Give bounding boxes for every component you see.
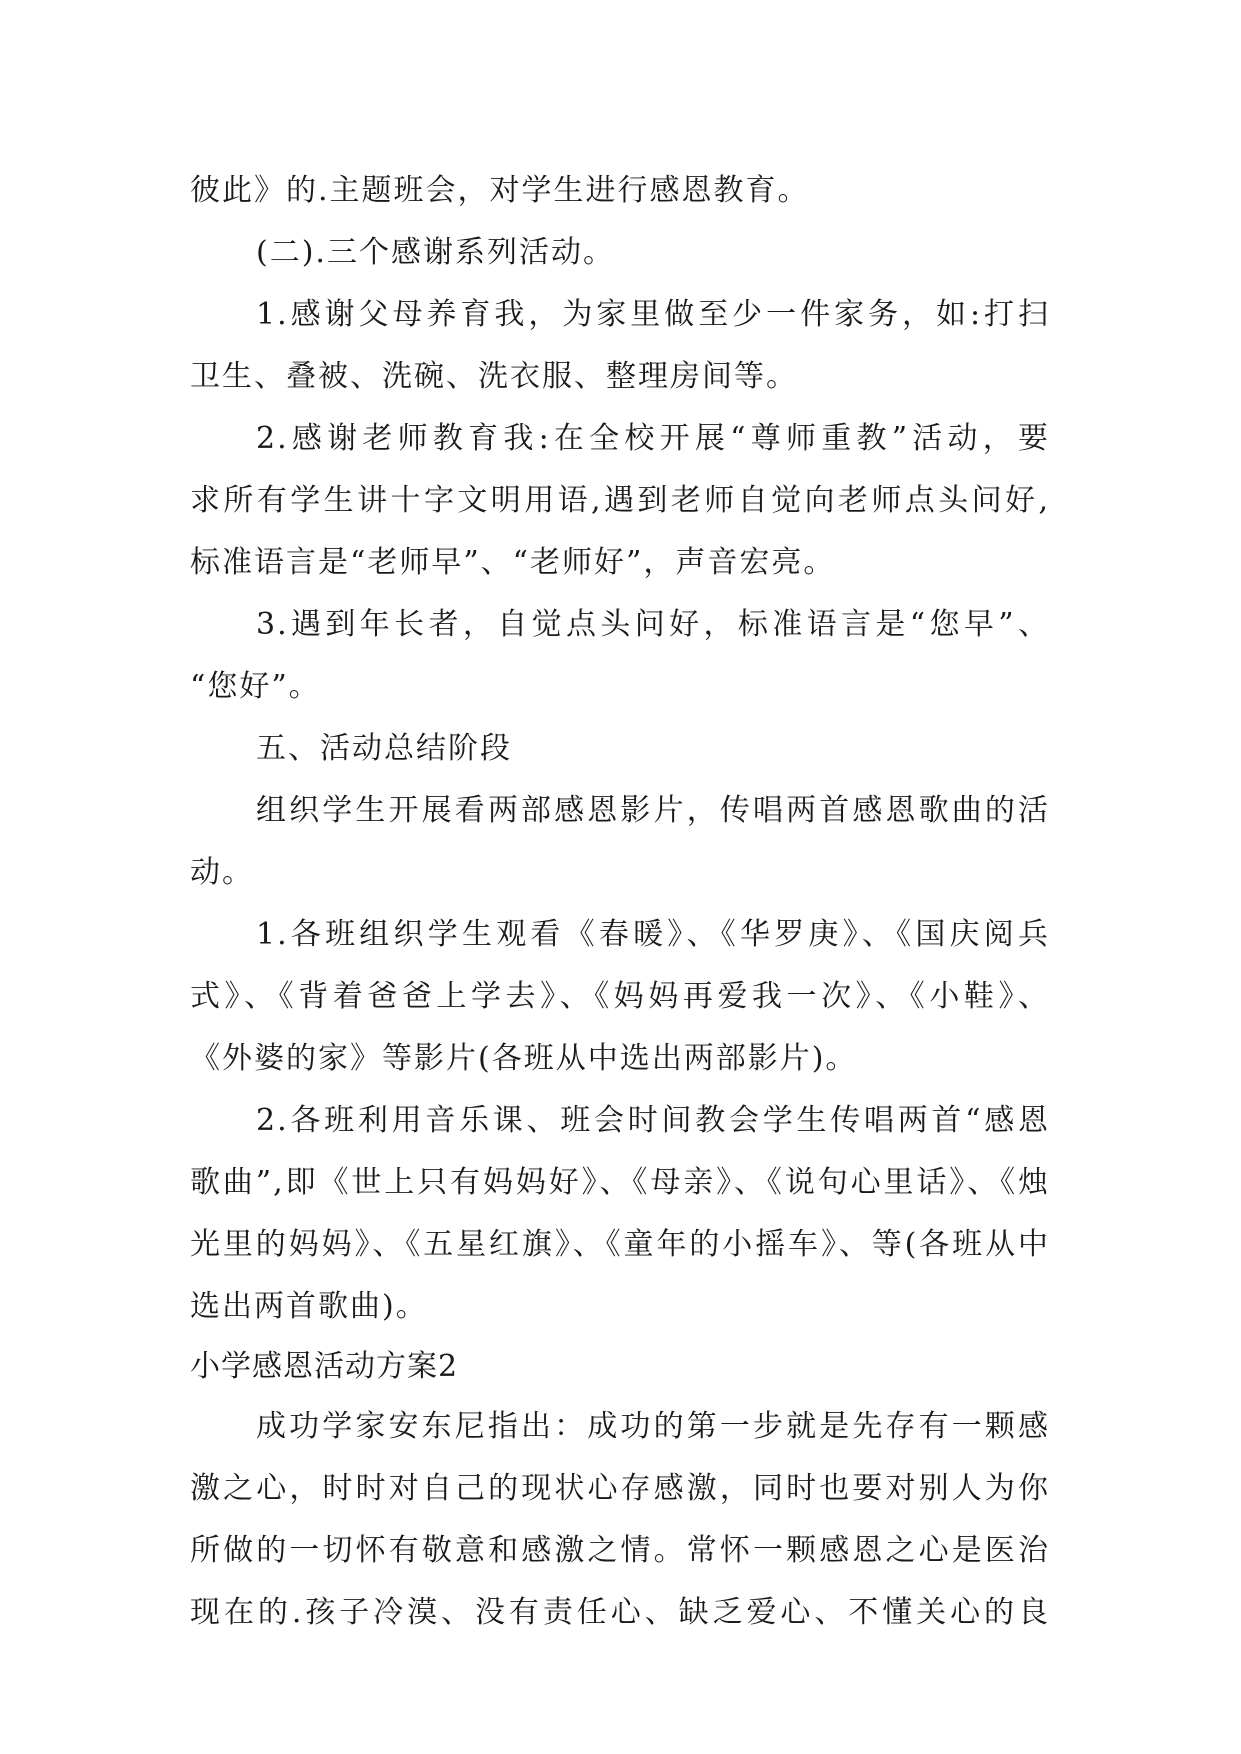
paragraph-line: 标准语言是“老师早”、“老师好”，声音宏亮。 (190, 545, 836, 580)
paragraph-line: 式》、《背着爸爸上学去》、《妈妈再爱我一次》、《小鞋》、 (190, 979, 1050, 1014)
document-subtitle: 小学感恩活动方案2 (190, 1349, 459, 1384)
paragraph-line: “您好”。 (190, 669, 321, 704)
paragraph-line: 求所有学生讲十字文明用语,遇到老师自觉向老师点头问好, (190, 483, 1050, 518)
document-body (190, 160, 1050, 1644)
paragraph-line: 彼此》的.主题班会，对学生进行感恩教育。 (190, 173, 810, 208)
section-heading: 五、活动总结阶段 (256, 731, 512, 766)
paragraph-line: 3.遇到年长者，自觉点头问好，标准语言是“您早”、 (256, 607, 1050, 642)
paragraph-line: 组织学生开展看两部感恩影片，传唱两首感恩歌曲的活 (256, 793, 1050, 828)
paragraph-line: 1.感谢父母养育我，为家里做至少一件家务，如:打扫 (256, 297, 1050, 332)
paragraph-line: 2.感谢老师教育我:在全校开展“尊师重教”活动，要 (256, 421, 1050, 456)
paragraph-line: 歌曲”,即《世上只有妈妈好》、《母亲》、《说句心里话》、《烛 (190, 1165, 1050, 1200)
paragraph-line: 《外婆的家》等影片(各班从中选出两部影片)。 (190, 1041, 858, 1076)
paragraph-line: 光里的妈妈》、《五星红旗》、《童年的小摇车》、等(各班从中 (190, 1227, 1050, 1262)
paragraph-line: 1.各班组织学生观看《春暖》、《华罗庚》、《国庆阅兵 (256, 917, 1050, 952)
paragraph-line: 激之心，时时对自己的现状心存感激，同时也要对别人为你 (190, 1471, 1050, 1506)
paragraph-line: 所做的一切怀有敬意和感激之情。常怀一颗感恩之心是医治 (190, 1533, 1050, 1568)
paragraph-line: 2.各班利用音乐课、班会时间教会学生传唱两首“感恩 (256, 1103, 1050, 1138)
paragraph-line: 现在的.孩子冷漠、没有责任心、缺乏爱心、不懂关心的良 (190, 1595, 1050, 1630)
paragraph-line: 动。 (190, 855, 254, 890)
paragraph-line: 卫生、叠被、洗碗、洗衣服、整理房间等。 (190, 359, 798, 394)
section-heading: (二).三个感谢系列活动。 (256, 235, 615, 270)
paragraph-line: 选出两首歌曲)。 (190, 1289, 428, 1324)
paragraph-line: 成功学家安东尼指出：成功的第一步就是先存有一颗感 (256, 1409, 1050, 1444)
